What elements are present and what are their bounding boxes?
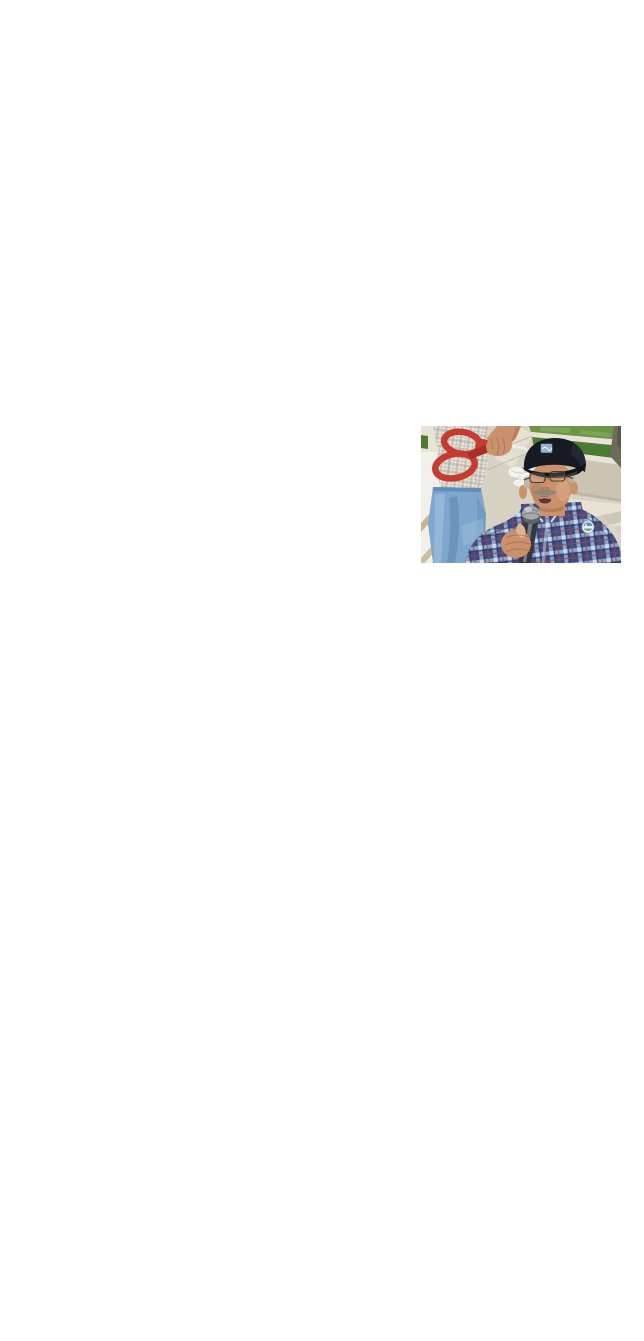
event-photo	[421, 426, 621, 563]
right-ear	[570, 482, 578, 495]
lens-right	[550, 472, 565, 482]
mic-hand-palm	[501, 530, 531, 558]
lens-left	[530, 473, 545, 483]
turf-patch-left	[421, 435, 428, 449]
cheek-highlight	[556, 479, 570, 501]
event-photo-canvas	[421, 426, 621, 563]
mic-head-highlight	[524, 507, 532, 512]
button-pin	[582, 521, 594, 533]
